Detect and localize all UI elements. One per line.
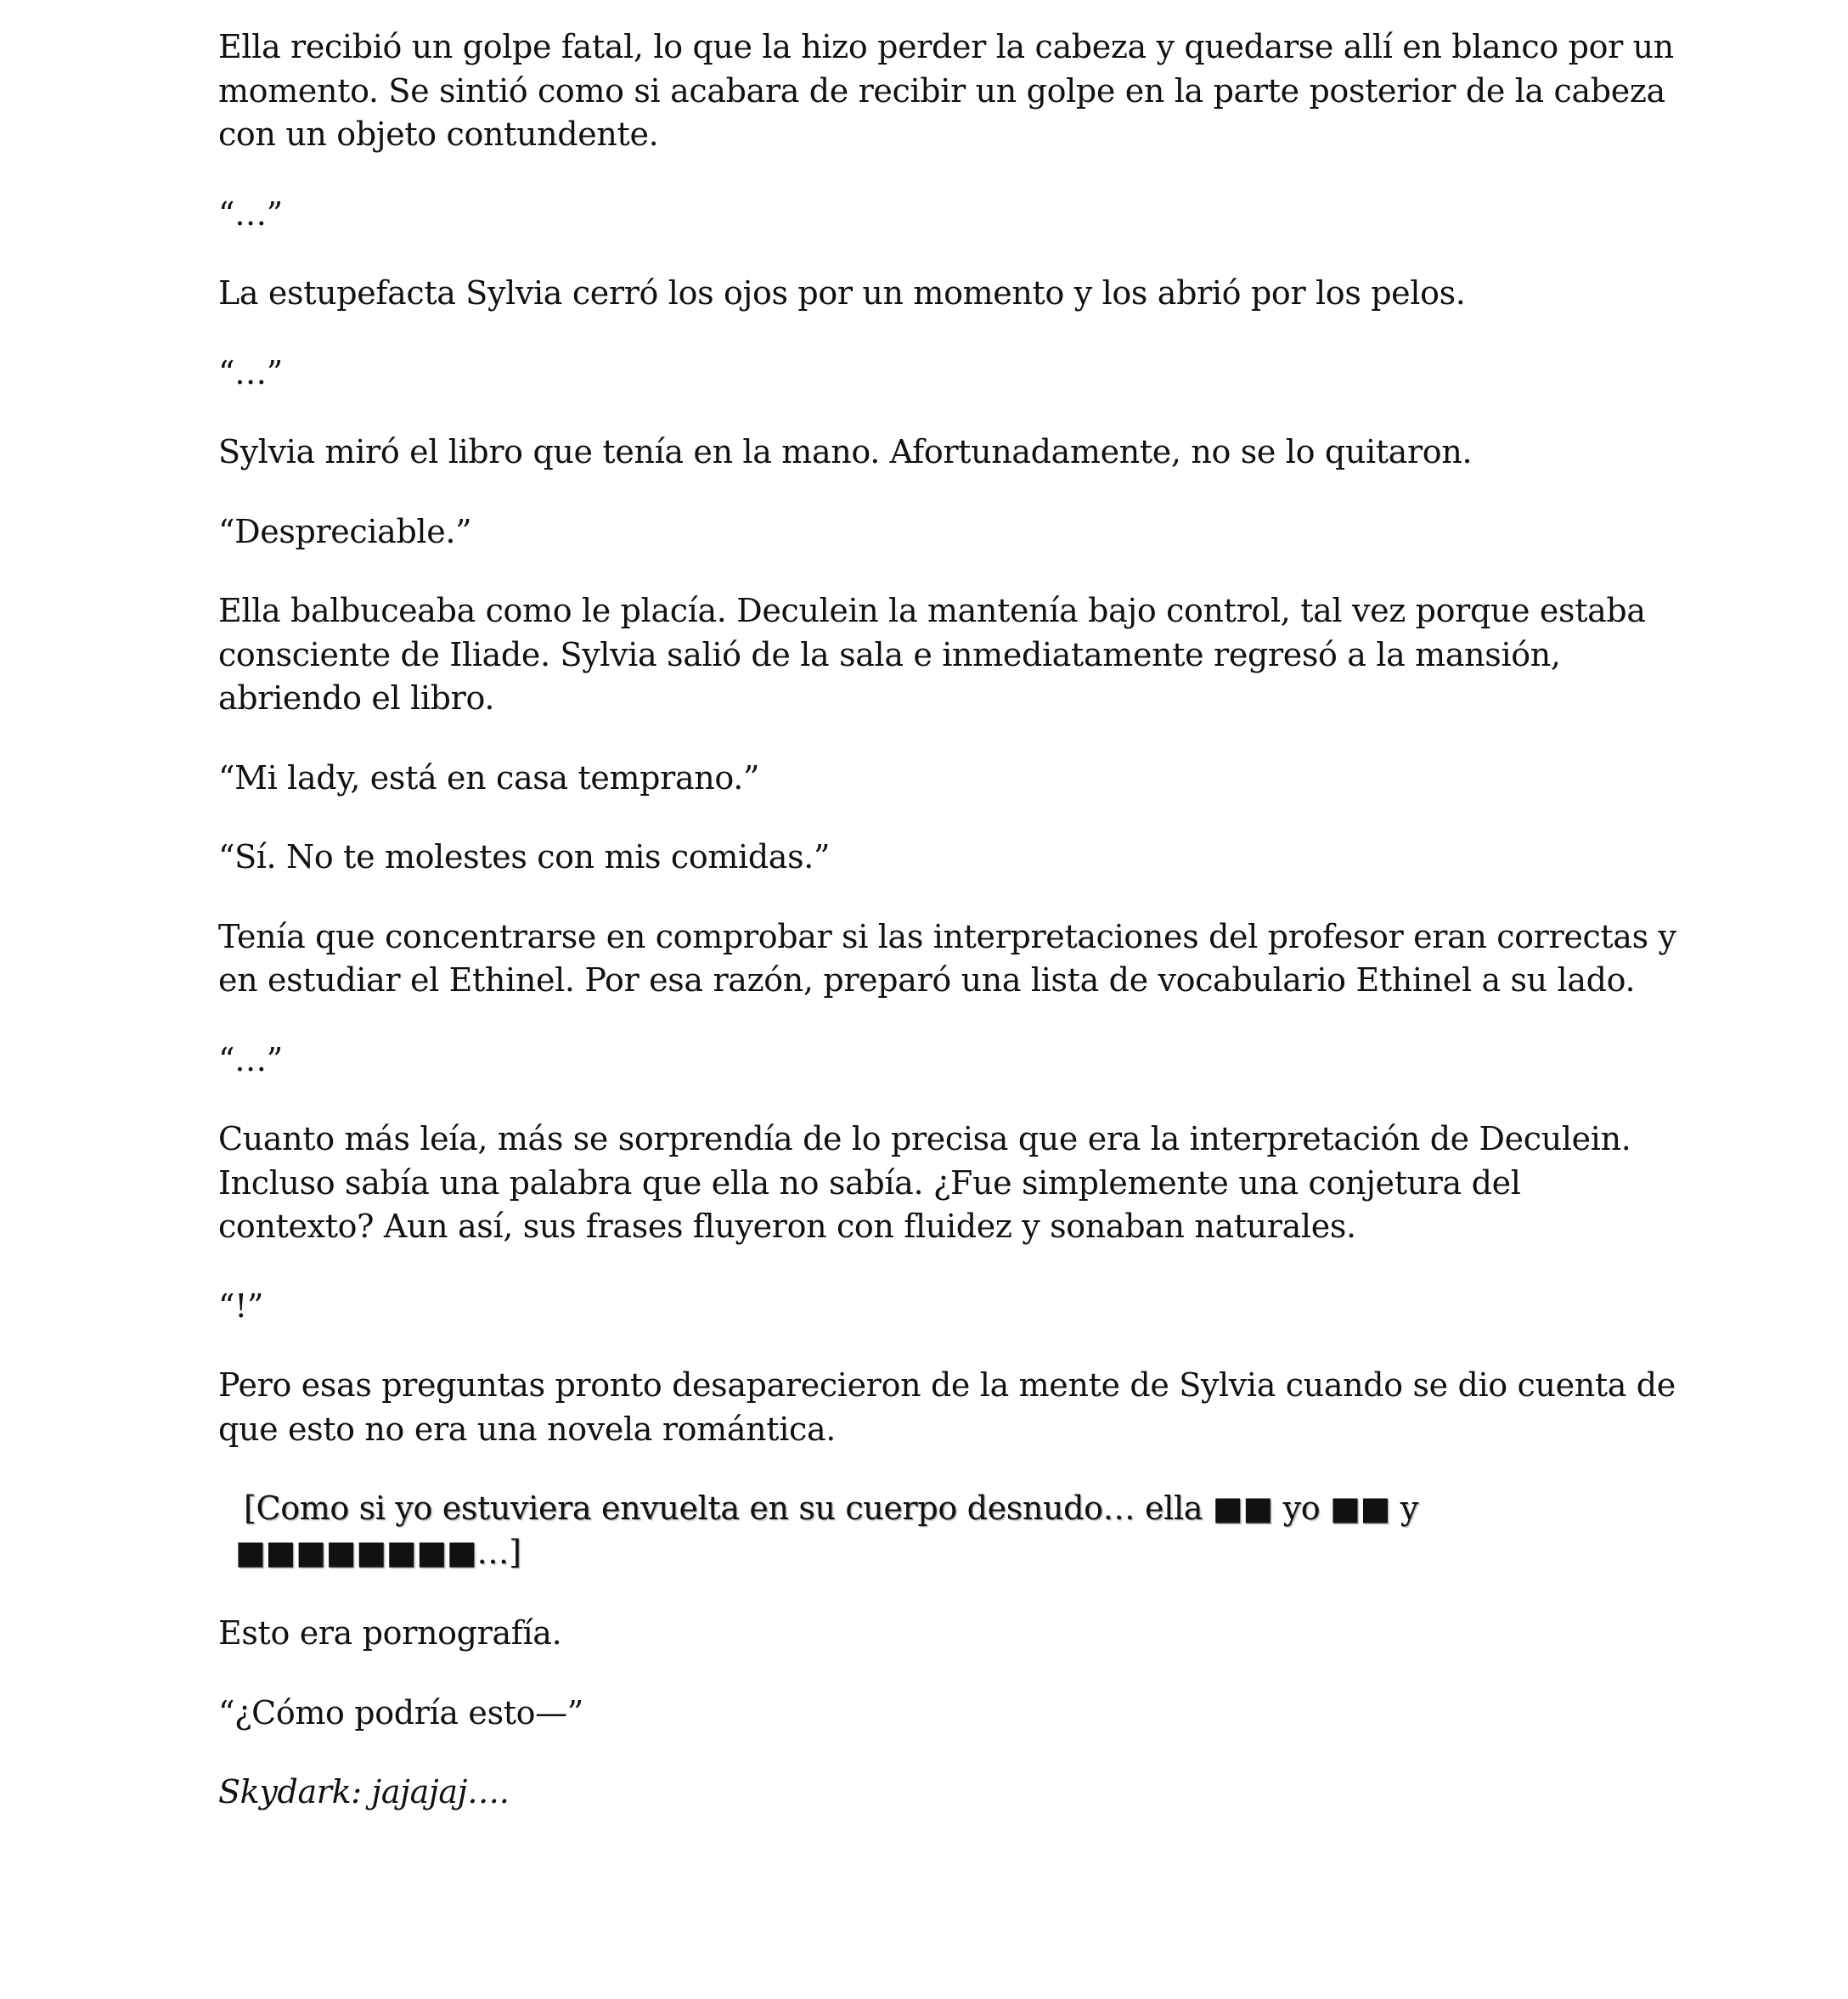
paragraph-comidas: “Sí. No te molestes con mis comidas.” [218,838,831,876]
paragraph-ellipsis-1: “…” [218,194,283,233]
paragraph-mi-lady: “Mi lady, está en casa temprano.” [218,758,760,797]
document-page [218,25,1679,1850]
paragraph-libro: Sylvia miró el libro que tenía en la mano. Afortunadamente, no se lo quitaron. [218,433,1473,470]
paragraph-como-podria: “¿Cómo podría esto—” [218,1693,583,1732]
book-quote-line-2: ■■■■■■■■…] [235,1533,521,1571]
paragraph-ellipsis-3: “…” [218,1040,283,1078]
paragraph-preguntas: Pero esas preguntas pronto desaparecieron de la mente de Sylvia cuando se dio cuenta de que esto no era una novela romántica. [218,1366,1676,1448]
book-quote [235,1487,1679,1574]
translator-note: Skydark: jajajaj…. [218,1773,510,1810]
paragraph-balbuceaba: Ella balbuceaba como le placía. Deculein la mantenía bajo control, tal vez porque estaba consciente de Iliade. Sylvia salió de la sala e inmediatamente regresó a la mansión, abriendo el libro. [218,592,1646,717]
paragraph-ellipsis-2: “…” [218,353,283,391]
book-quote-line-1: [Como si yo estuviera envuelta en su cuerpo desnudo… ella ■■ yo ■■ y [244,1489,1418,1527]
paragraph-interpretaciones: Tenía que concentrarse en comprobar si las interpretaciones del profesor eran correctas y en estudiar el Ethinel. Por esa razón, preparó una lista de vocabulario Ethinel a su lado. [218,917,1676,999]
paragraph-golpe: Ella recibió un golpe fatal, lo que la hizo perder la cabeza y quedarse allí en blanco por un momento. Se sintió como si acabara de recibir un golpe en la parte posterior de la cabeza con un objeto contundente. [218,28,1674,153]
paragraph-pornografia: Esto era pornografía. [218,1614,562,1652]
paragraph-despreciable: “Despreciable.” [218,512,472,550]
paragraph-cuanto-mas: Cuanto más leía, más se sorprendía de lo precisa que era la interpretación de Deculein. Incluso sabía una palabra que ella no sabía. ¿Fue simplemente una conjetura del contexto? Aun así, sus frases fluyeron con fluidez y sonaban naturales. [218,1120,1631,1245]
paragraph-estupefacta: La estupefacta Sylvia cerró los ojos por un momento y los abrió por los pelos. [218,274,1466,312]
paragraph-exclamation: “!” [218,1287,264,1325]
